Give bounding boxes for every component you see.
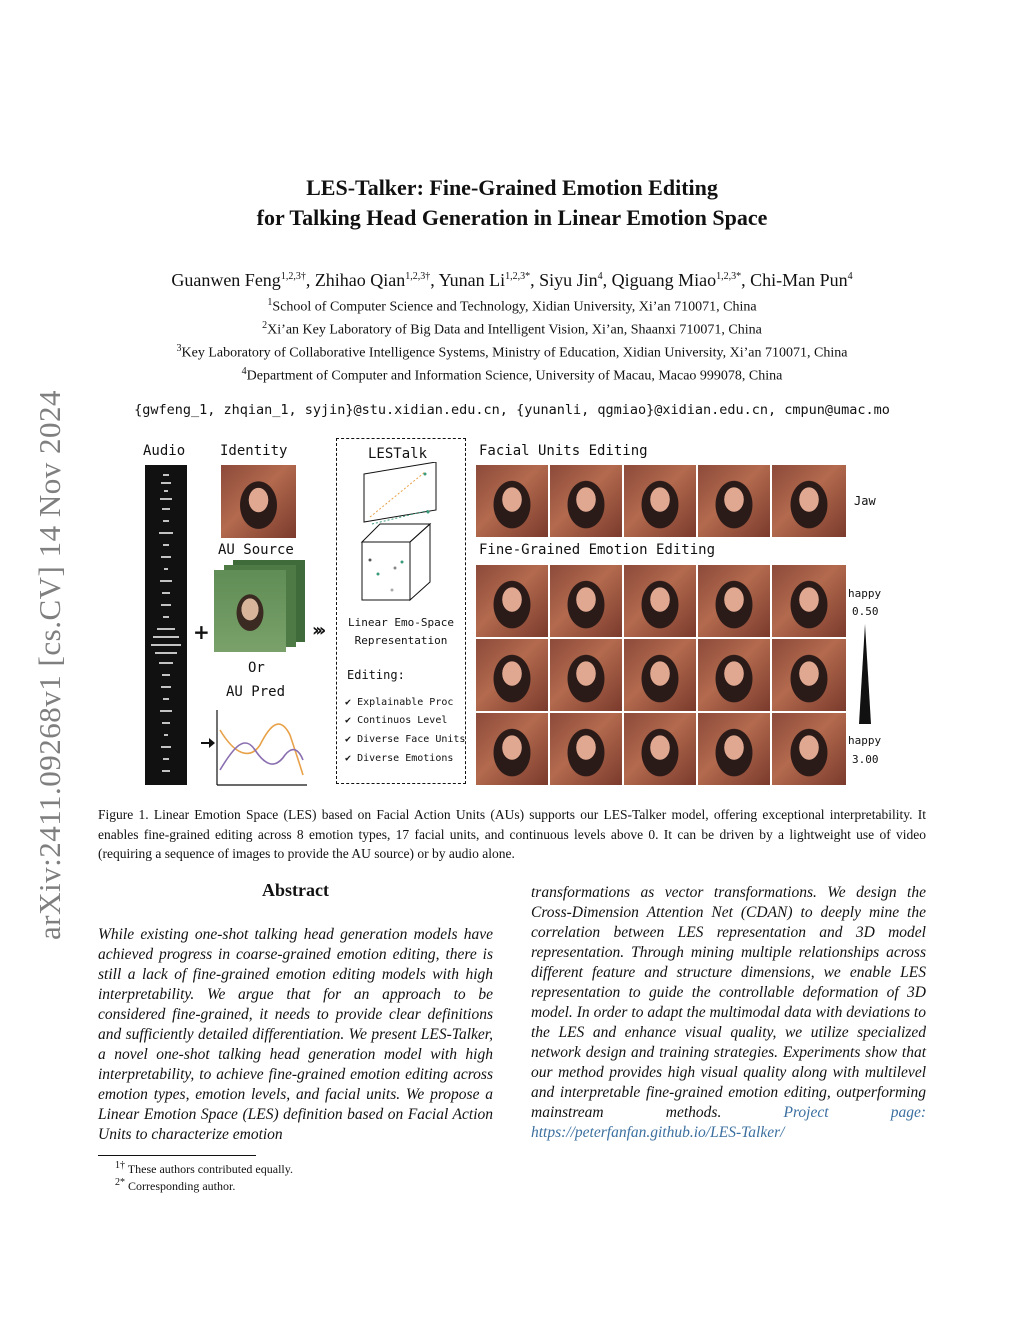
author-list: Guanwen Feng$^{1,2,3\dagger}$, Zhihao Qian$^{1,2,3\dagger}$, Yunan $Li^{1,2,3*}$, Siyu Jin$^4$, Qiguang Miao$^{1,2,3*}$, Chi-Man Pun$^4$ <box>171 270 853 290</box>
au-pred-label: AU Pred <box>226 684 286 700</box>
level-bottom-value: 3.00 <box>852 753 879 766</box>
checkmark-icon: ✔ <box>345 734 352 745</box>
paper-title-line-1: LES-Talker: Fine-Grained Emotion Editing <box>306 175 718 200</box>
face-image <box>624 713 696 785</box>
author: Qiguang Miao <box>611 270 717 290</box>
lestalk-label: LESTalk <box>368 446 428 462</box>
arxiv-stamp: arXiv:2411.09268v1 [cs.CV] 14 Nov 2024 <box>32 390 67 940</box>
affiliation: $^4$Department of Computer and Information Science, University of Macau, Macao 999078, China <box>241 366 783 384</box>
check-item: ✔ Diverse Face Units <box>345 734 466 745</box>
author: Siyu Jin <box>539 270 598 290</box>
face-image <box>624 565 696 637</box>
check-item: ✔ Continuos Level <box>345 715 448 726</box>
linear-rep-label-1: Linear Emo-Space <box>348 616 454 629</box>
checkmark-icon: ✔ <box>345 715 352 726</box>
project-page-link[interactable]: Project page: https://peterfanfan.github.io/LES-Talker/ <box>531 1104 927 1141</box>
paper-title-line-2: for Talking Head Generation in Linear Emotion Space <box>256 205 768 230</box>
happy-top-label: happy <box>848 587 882 600</box>
footnote: $^{1\dagger}$ These authors contributed equally. <box>115 1160 293 1176</box>
face-image <box>698 565 770 637</box>
level-wedge-icon <box>857 624 873 726</box>
face-image <box>698 639 770 711</box>
face-image <box>772 639 846 711</box>
face-image <box>772 465 846 537</box>
checkmark-icon: ✔ <box>345 697 352 708</box>
waveform-icon <box>145 465 187 785</box>
email-addresses: {gwfeng_1, zhqian_1, syjin}@stu.xidian.edu.cn, {yunanli, qgmiao}@xidian.edu.cn, cmpun@umac.mo <box>134 402 890 418</box>
audio-waveform <box>145 465 187 785</box>
au-source-frame-back <box>233 560 305 642</box>
editing-label: Editing: <box>347 668 405 682</box>
footnote-rule <box>98 1155 256 1156</box>
abstract-right-text: transformations as vector transformations. We design the Cross-Dimension Attention Net (CDAN) to deeply mine the correlation between LES representation and 3D model representation. Through mining multiple relationships across different feature and structure dimensions, we enable LES representation to guide the controllable deformation of 3D model. In order to adapt the multimodal data with deviations to the LES and enhance visual quality, we utilize specialized network design and training strategies. Experiments show that our method provides high visual quality along with multilevel and interpretable fine-grained emotion editing, outperforming mainstream methods. <box>531 884 926 1121</box>
arrow-right-icon <box>201 738 215 748</box>
face-image <box>550 465 622 537</box>
fine-grained-label: Fine-Grained Emotion Editing <box>479 542 716 558</box>
abstract-right-column <box>531 883 926 1143</box>
facial-units-editing-label: Facial Units Editing <box>479 443 648 459</box>
face-image <box>476 713 548 785</box>
affiliation: $^1$School of Computer Science and Technology, Xidian University, Xi’an 710071, China <box>267 297 757 315</box>
check-item: ✔ Diverse Emotions <box>345 753 454 764</box>
happy-bottom-label: happy <box>848 734 882 747</box>
or-label: Or <box>248 660 265 676</box>
jaw-label: Jaw <box>854 494 876 508</box>
au-pred-curves <box>195 705 310 790</box>
au-source-label: AU Source <box>218 542 294 558</box>
figure-caption: Figure 1. Linear Emotion Space (LES) based on Facial Action Units (AUs) supports our LES-Talker model, offering exceptional interpretability. It enables fine-grained editing across 8 emotion types, 17 facial units, and continuous levels above 0. It can be driven by a lightweight use of video (requiring a sequence of images to provide the AU source) or by audio alone. <box>98 807 926 861</box>
affiliation: $^3$Key Laboratory of Collaborative Intelligence Systems, Ministry of Education, Xidian University, Xi’an 710071, China <box>176 343 848 361</box>
linear-rep-label-2: Representation <box>354 634 448 647</box>
identity-image <box>221 465 296 538</box>
author: Chi-Man Pun <box>750 270 848 290</box>
face-image <box>698 465 770 537</box>
face-image <box>772 713 846 785</box>
au-source-image <box>214 570 286 652</box>
checkmark-icon: ✔ <box>345 753 352 764</box>
face-image <box>550 565 622 637</box>
face-image <box>476 465 548 537</box>
abstract-heading: Abstract <box>262 880 329 900</box>
author: Guanwen Feng <box>171 270 281 290</box>
affiliation: $^2$Xi’an Key Laboratory of Big Data and Intelligent Vision, Xi’an, Shaanxi 710071, China <box>262 320 762 338</box>
face-image <box>550 639 622 711</box>
face-image <box>772 565 846 637</box>
face-image <box>698 713 770 785</box>
author: Yunan Li <box>438 270 506 290</box>
check-item: ✔ Explainable Proc <box>345 697 454 708</box>
au-source-frame-mid <box>224 565 296 647</box>
plus-icon: + <box>193 620 210 644</box>
identity-label: Identity <box>220 443 288 459</box>
lestalk-box <box>336 438 466 784</box>
footnote: $^{2*}$ Corresponding author. <box>115 1177 236 1193</box>
abstract-left-column: While existing one-shot talking head generation models have achieved progress in coarse-grained emotion editing, there is still a lack of fine-grained emotion editing models with high interpretability. We argue that for an approach to be considered fine-grained, it needs to provide clear definitions and sufficiently detailed differentiation. We present LES-Talker, a novel one-shot talking head generation model with high interpretability, to achieve fine-grained emotion editing across emotion types, emotion levels, and facial units. We propose a Linear Emotion Space (LES) definition based on Facial Action Units to characterize emotion <box>98 926 493 1143</box>
audio-label: Audio <box>143 443 186 459</box>
face-image <box>476 639 548 711</box>
chevrons-right-icon: ››› <box>312 620 323 641</box>
face-image <box>624 465 696 537</box>
face-image <box>550 713 622 785</box>
linear-space-diagram <box>350 462 450 607</box>
face-image <box>476 565 548 637</box>
level-top-value: 0.50 <box>852 605 879 618</box>
face-image <box>624 639 696 711</box>
author: Zhihao Qian <box>314 270 406 290</box>
